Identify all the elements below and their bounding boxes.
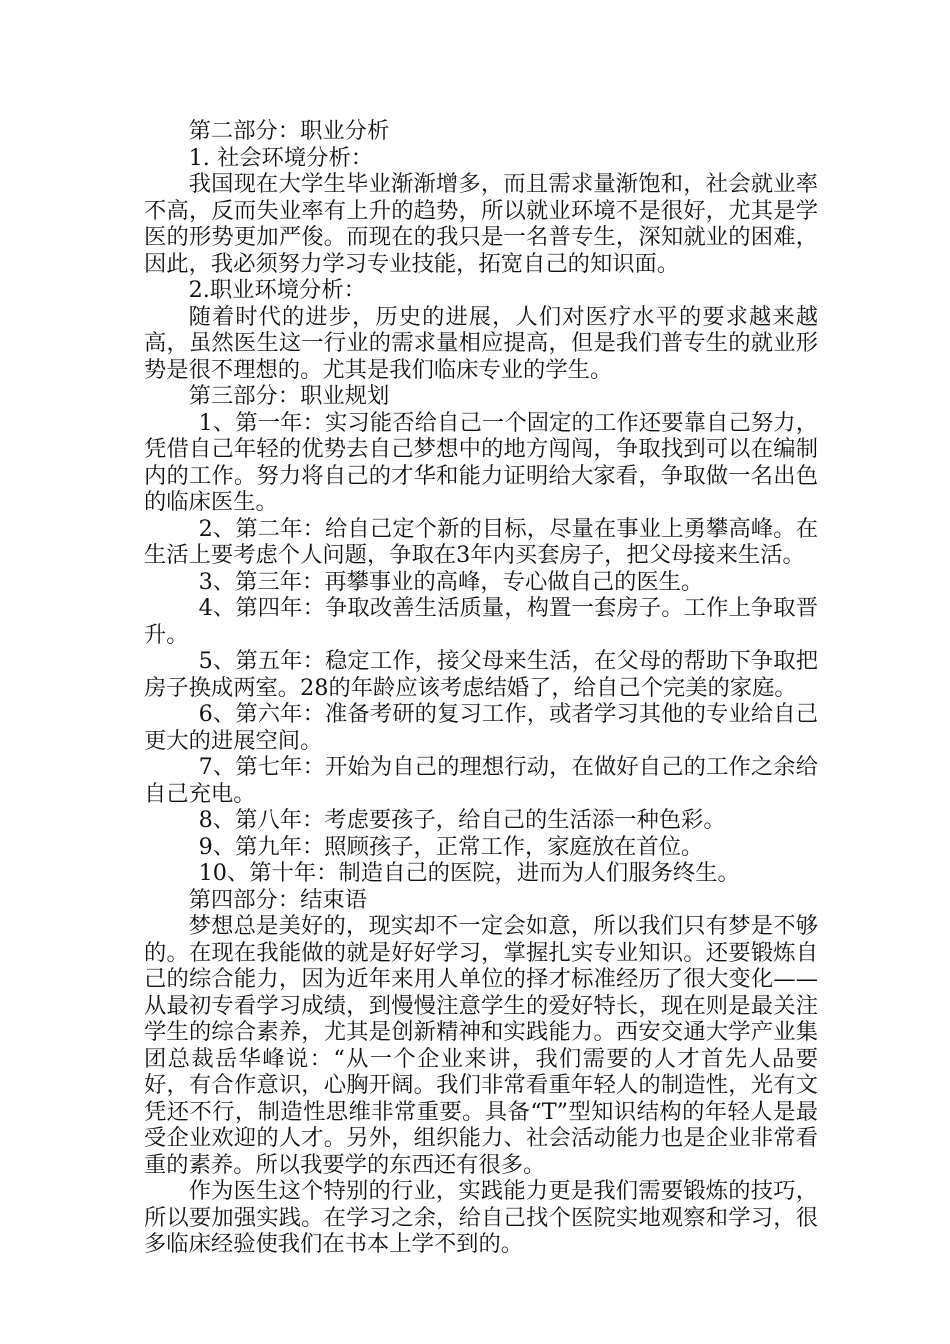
plan-item-year-2: 2、第二年：给自己定个新的目标，尽量在事业上勇攀高峰。在生活上要考虑个人问题，争取在3年内买套房子，把父母接来生活。 (144, 515, 818, 568)
subheading-social-environment: 1. 社会环境分析： (188, 144, 374, 171)
plan-item-year-9: 9、第九年：照顾孩子，正常工作，家庭放在首位。 (198, 833, 704, 860)
paragraph-conclusion-2: 作为医生这个特别的行业，实践能力更是我们需要锻炼的技巧，所以要加强实践。在学习之余，给自己找个医院实地观察和学习，很多临床经验使我们在书本上学不到的。 (144, 1178, 818, 1257)
plan-item-year-7: 7、第七年：开始为自己的理想行动，在做好自己的工作之余给自己充电。 (144, 754, 818, 807)
plan-item-year-8: 8、第八年：考虑要孩子，给自己的生活添一种色彩。 (198, 807, 726, 833)
section-heading-career-analysis: 第二部分：职业分析 (188, 118, 390, 144)
subheading-career-environment: 2.职业环境分析： (188, 277, 366, 303)
section-heading-career-plan: 第三部分：职业规划 (188, 383, 390, 409)
paragraph-career-environment: 随着时代的进步，历史的进展，人们对医疗水平的要求越来越高，虽然医生这一行业的需求量相应提高，但是我们普专生的就业形势是很不理想的。尤其是我们临床专业的学生。 (144, 303, 818, 383)
plan-item-year-10: 10、第十年：制造自己的医院，进而为人们服务终生。 (198, 860, 740, 886)
plan-item-year-5: 5、第五年：稳定工作，接父母来生活，在父母的帮助下争取把房子换成两室。28的年龄应该考虑结婚了，给自己个完美的家庭。 (144, 648, 818, 701)
plan-item-year-1: 1、第一年：实习能否给自己一个固定的工作还要靠自己努力，凭借自己年轻的优势去自己梦想中的地方闯闯，争取找到可以在编制内的工作。努力将自己的才华和能力证明给大家看，争取做一名出色的临床医生。 (144, 409, 818, 515)
plan-item-year-6: 6、第六年：准备考研的复习工作，或者学习其他的专业给自己更大的进展空间。 (144, 701, 818, 754)
plan-item-year-3: 3、第三年：再攀事业的高峰，专心做自己的医生。 (198, 568, 704, 595)
paragraph-social-environment: 我国现在大学生毕业渐渐增多，而且需求量渐饱和，社会就业率不高，反而失业率有上升的趋势，所以就业环境不是很好，尤其是学医的形势更加严俊。而现在的我只是一名普专生，深知就业的困难，因此，我必须努力学习专业技能，拓宽自己的知识面。 (144, 171, 818, 277)
document-page (144, 118, 818, 1258)
paragraph-conclusion-1: 梦想总是美好的，现实却不一定会如意，所以我们只有梦是不够的。在现在我能做的就是好好学习，掌握扎实专业知识。还要锻炼自己的综合能力，因为近年来用人单位的择才标准经历了很大变化——从最初专看学习成绩，到慢慢注意学生的爱好特长，现在则是最关注学生的综合素养，尤其是创新精神和实践能力。西安交通大学产业集团总裁岳华峰说：“从一个企业来讲，我们需要的人才首先人品要好，有合作意识，心胸开阔。我们非常看重年轻人的制造性，光有文凭还不行，制造性思维非常重要。具备“T”型知识结构的年轻人是最受企业欢迎的人才。另外，组织能力、社会活动能力也是企业非常看重的素养。所以我要学的东西还有很多。 (144, 913, 818, 1178)
section-heading-conclusion: 第四部分：结束语 (188, 886, 367, 913)
plan-item-year-4: 4、第四年：争取改善生活质量，构置一套房子。工作上争取晋升。 (144, 595, 818, 648)
